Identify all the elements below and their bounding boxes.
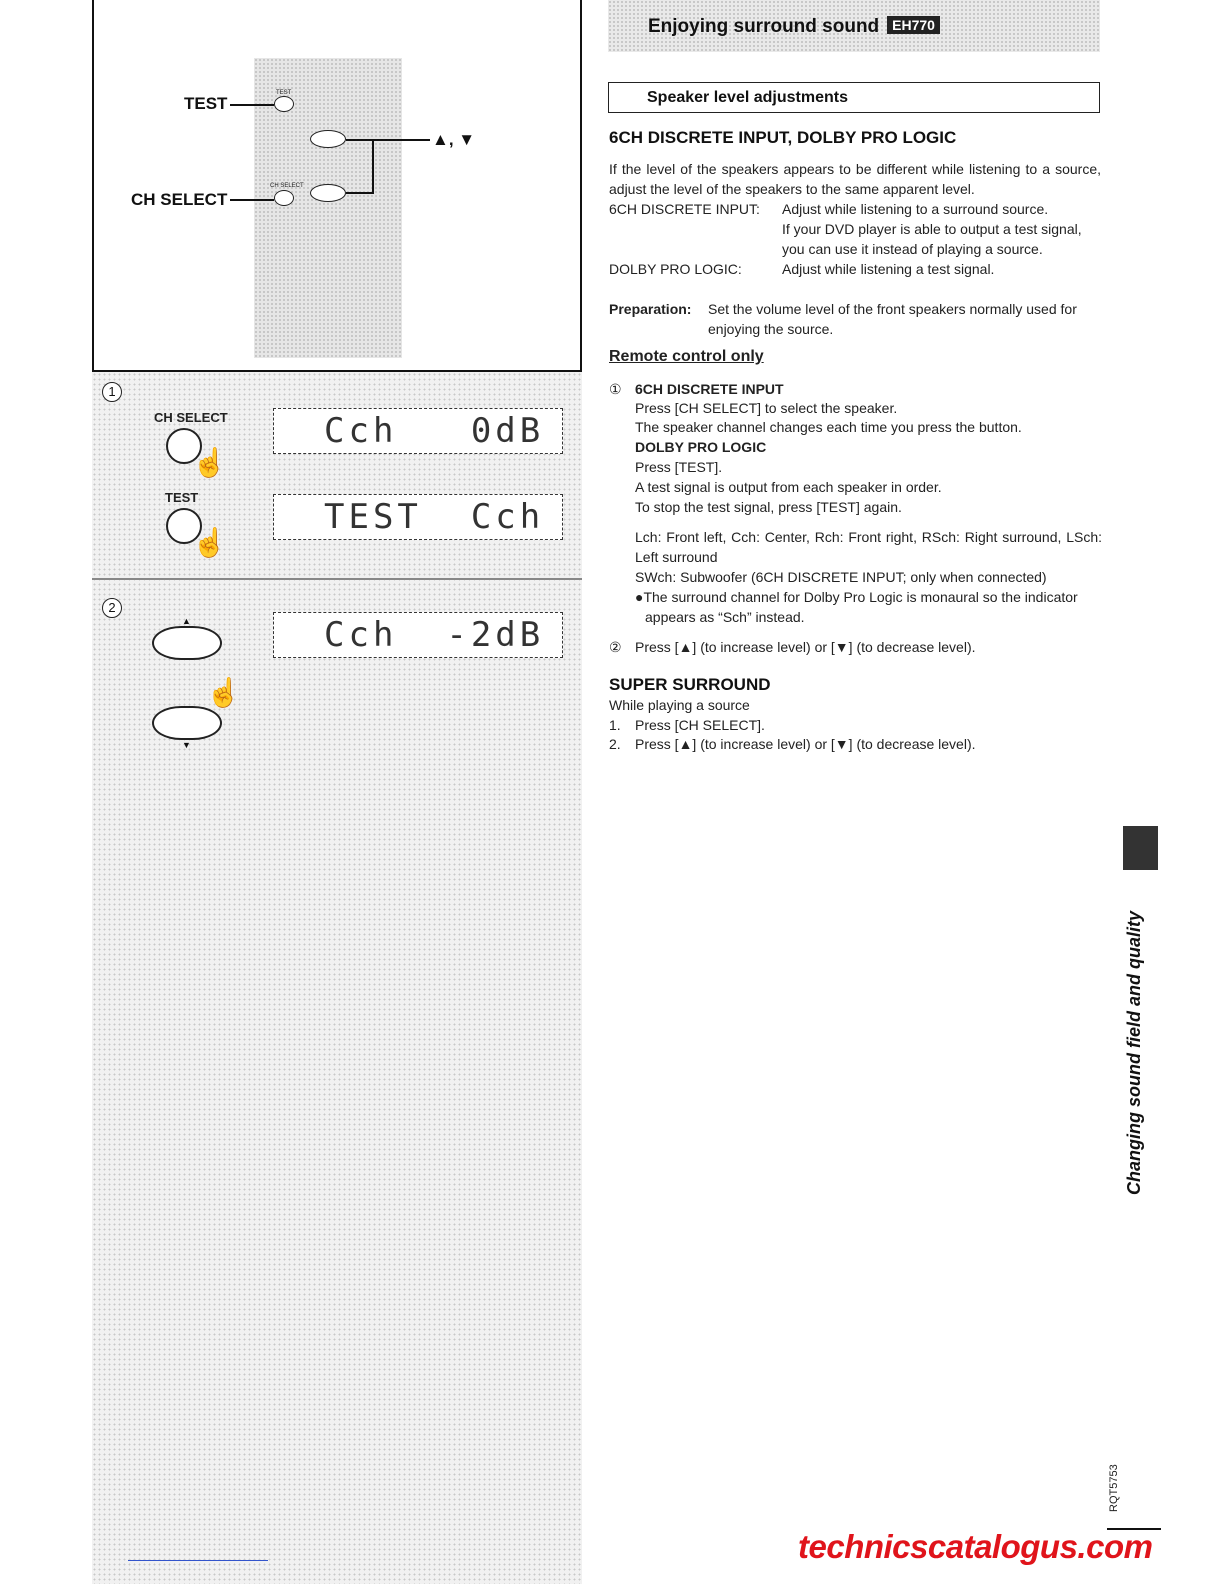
chapter-tab-label: Changing sound field and quality [1124,911,1144,1195]
step1-number: ① [609,381,622,397]
step1-sub1-title: 6CH DISCRETE INPUT [635,381,784,397]
pointing-hand-icon: ☝ [192,447,227,478]
intro-paragraph: If the level of the speakers appears to be different while listening to a source, adjust the level of the speakers to the same apparent level. [609,161,1101,197]
illustration-column [92,0,582,1584]
discrete-heading: 6CH DISCRETE INPUT, DOLBY PRO LOGIC [609,128,957,147]
test-button-diagram [274,96,294,112]
desc-discrete-2: If your DVD player is able to output a test signal, you can use it instead of playing a source. [782,221,1082,257]
arrows-leader-bottom [346,192,374,194]
step1-sub2-title: DOLBY PRO LOGIC [635,439,767,455]
ch-select-leader [230,199,274,201]
step1-sub2-line: Press [TEST]. [635,459,723,475]
link-underline [128,1560,268,1561]
channel-legend-sw: SWch: Subwoofer (6CH DISCRETE INPUT; only when connected) [635,569,1047,585]
arrows-callout: ▲, ▼ [432,130,476,149]
step1-sub2-line: A test signal is output from each speaker in order. [635,479,942,495]
term-prologic: DOLBY PRO LOGIC: [609,261,742,277]
step1-sub1-line: Press [CH SELECT] to select the speaker. [635,400,898,416]
desc-discrete: Adjust while listening to a surround source. [782,201,1049,217]
document-code: RQT5753 [1108,1464,1120,1512]
chapter-tab-marker [1123,826,1158,870]
ch-select-tiny-label: CH SELECT [270,183,304,189]
step1-sub2-line: To stop the test signal, press [TEST] again. [635,499,902,515]
ch-select-button-label: CH SELECT [154,410,228,425]
steps-illustration [92,372,582,1584]
up-button-diagram [310,130,346,148]
super-step-num: 2. [609,736,621,752]
preparation-text: Set the volume level of the front speakers normally used for enjoying the source. [708,301,1077,337]
up-arrow-icon: ▲ [182,616,191,626]
test-tiny-label: TEST [276,90,292,96]
step1-sub1-line: The speaker channel changes each time you press the button. [635,419,1022,435]
page-title [648,16,940,38]
channel-legend: Lch: Front left, Cch: Center, Rch: Front right, RSch: Right surround, LSch: Left surround [635,529,1102,565]
preparation-label: Preparation: [609,301,692,317]
pointing-hand-icon: ☝ [206,677,241,708]
arrows-leader [346,139,430,141]
lcd-display: TEST Cch [273,494,563,540]
page-title-text: Enjoying surround sound [648,16,880,37]
step2-number: ② [609,639,622,655]
step-number: 1 [102,382,122,402]
super-step: Press [CH SELECT]. [635,717,765,733]
remote-diagram [92,0,582,372]
model-badge: EH770 [887,16,940,34]
remote-only-note: Remote control only [609,348,764,365]
step-number: 2 [102,598,122,618]
section-title: Speaker level adjustments [647,89,848,106]
lcd-display: Cch 0dB [273,408,563,454]
term-discrete: 6CH DISCRETE INPUT: [609,201,760,217]
super-surround-heading: SUPER SURROUND [609,675,771,694]
test-button-label: TEST [165,490,199,505]
super-step-num: 1. [609,717,621,733]
page-header [608,0,1100,52]
lcd-display: Cch -2dB [273,612,563,658]
watermark: technicscatalogus.com [798,1528,1153,1565]
step2-text: Press [▲] (to increase level) or [▼] (to decrease level). [635,639,976,655]
super-intro: While playing a source [609,697,750,713]
down-arrow-icon: ▼ [182,740,191,750]
super-step: Press [▲] (to increase level) or [▼] (to decrease level). [635,736,976,752]
down-button-diagram [310,184,346,202]
step-divider [92,578,582,580]
test-leader [230,104,274,106]
surround-note: ●The surround channel for Dolby Pro Logic is monaural so the indicator appears as “Sch” instead. [635,589,1078,625]
desc-prologic: Adjust while listening a test signal. [782,261,995,277]
test-callout: TEST [184,94,228,113]
section-heading-box [608,82,1100,113]
ch-select-button-diagram [274,190,294,206]
up-button-icon [152,626,222,660]
arrows-leader-vertical [372,139,374,193]
down-button-icon [152,706,222,740]
ch-select-callout: CH SELECT [131,190,228,209]
pointing-hand-icon: ☝ [192,527,227,558]
